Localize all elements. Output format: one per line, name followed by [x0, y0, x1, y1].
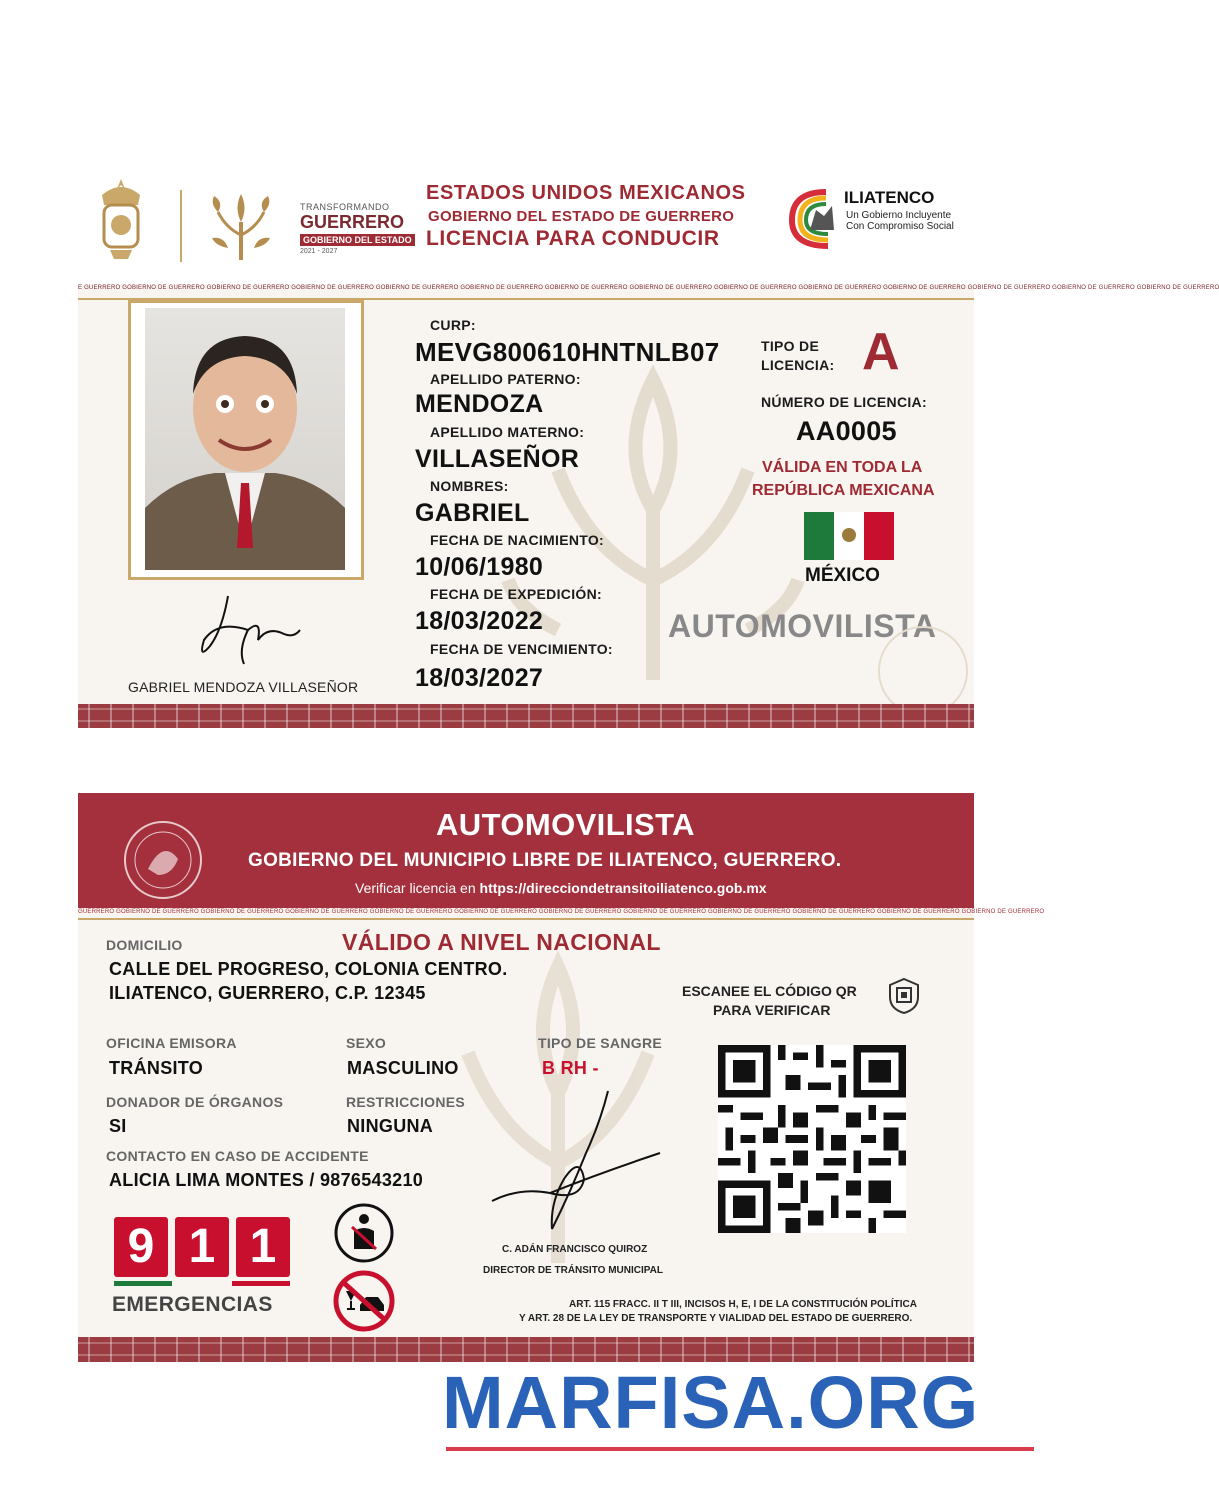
years-text: 2021 - 2027	[300, 248, 338, 255]
valida-line-1: VÁLIDA EN TODA LA	[762, 459, 923, 476]
director-signature	[490, 1083, 670, 1243]
back-text-strip: GUERRERO GOBIERNO DE GUERRERO GOBIERNO DE GUERRERO GOBIERNO DE GUERRERO GOBIERNO DE GUERRERO GOBIERNO DE GUERRERO GOBIERNO DE GUERRERO GOBIERNO DE GUERRERO GOBIERNO DE GUERRERO GOBIERNO DE GUERRERO GOBIERNO DE GUERRERO GOBIERNO DE GUERRERO	[78, 909, 1045, 915]
numero-licencia-label: NÚMERO DE LICENCIA:	[761, 394, 927, 410]
verify-prefix: Verificar licencia en	[355, 880, 480, 896]
domicilio-label: DOMICILIO	[106, 937, 183, 953]
qr-instruction-1: ESCANEE EL CÓDIGO QR	[682, 983, 857, 999]
tipo-label-1: TIPO DE	[761, 338, 820, 354]
sangre-value: B RH -	[542, 1058, 599, 1078]
back-gold-line	[78, 918, 974, 920]
tipo-licencia-value: A	[862, 323, 900, 381]
oficina-value: TRÁNSITO	[109, 1058, 204, 1078]
nacimiento-label: FECHA DE NACIMIENTO:	[430, 532, 604, 548]
holder-name: GABRIEL MENDOZA VILLASEÑOR	[128, 679, 359, 695]
back-subtitle: GOBIERNO DEL MUNICIPIO LIBRE DE ILIATENCO, GUERRERO.	[248, 850, 842, 871]
guerrero-tree-icon	[208, 190, 274, 262]
sexo-value: MASCULINO	[347, 1058, 459, 1078]
categoria-text: AUTOMOVILISTA	[668, 608, 937, 644]
restricciones-value: NINGUNA	[347, 1116, 434, 1136]
legal-line-2: Y ART. 28 DE LA LEY DE TRANSPORTE Y VIALIDAD DEL ESTADO DE GUERRERO.	[519, 1313, 913, 1324]
emergency-digit-3: 1	[236, 1217, 290, 1277]
emergencias-text: EMERGENCIAS	[112, 1293, 273, 1316]
marfisa-watermark	[442, 1360, 979, 1446]
mexico-seal-icon	[122, 819, 204, 901]
header-line3: LICENCIA PARA CONDUCIR	[426, 227, 720, 250]
watermark-org-text: .ORG	[786, 1361, 980, 1444]
iliatenco-logo-icon	[786, 186, 842, 250]
sangre-label: TIPO DE SANGRE	[538, 1035, 662, 1051]
expedicion-label: FECHA DE EXPEDICIÓN:	[430, 586, 602, 602]
apellido-materno-value: VILLASEÑOR	[415, 445, 580, 473]
restricciones-label: RESTRICCIONES	[346, 1094, 466, 1110]
sexo-label: SEXO	[346, 1035, 387, 1051]
license-front-card	[78, 160, 1219, 728]
emergency-green-bar	[114, 1281, 172, 1286]
holder-photo	[145, 308, 345, 570]
donador-label: DONADOR DE ÓRGANOS	[106, 1094, 284, 1110]
legal-line-1: ART. 115 FRACC. II T III, INCISOS H, E, I DE LA CONSTITUCIÓN POLÍTICA	[569, 1299, 917, 1310]
emergency-digit-1: 9	[114, 1217, 168, 1277]
iliatenco-sub2: Con Compromiso Social	[846, 221, 954, 232]
seatbelt-icon	[332, 1201, 396, 1265]
qr-code[interactable]	[718, 1045, 906, 1233]
watermark-blue-text: MARFISA	[442, 1361, 787, 1444]
donador-value: SI	[109, 1116, 127, 1136]
nombres-label: NOMBRES:	[430, 478, 509, 494]
vencimiento-value: 18/03/2027	[415, 664, 544, 692]
apellido-paterno-label: APELLIDO PATERNO:	[430, 371, 581, 387]
contacto-label: CONTACTO EN CASO DE ACCIDENTE	[106, 1148, 369, 1164]
director-name: C. ADÁN FRANCISCO QUIROZ	[502, 1244, 648, 1255]
qr-shield-icon	[888, 977, 920, 1015]
header-divider	[180, 190, 182, 262]
verify-url-link[interactable]: https://direcciondetransitoiliatenco.gob.mx	[479, 880, 767, 896]
back-bottom-pattern	[78, 1337, 974, 1362]
no-drink-driving-icon	[332, 1269, 396, 1333]
front-text-strip: E GUERRERO GOBIERNO DE GUERRERO GOBIERNO DE GUERRERO GOBIERNO DE GUERRERO GOBIERNO DE GUERRERO GOBIERNO DE GUERRERO GOBIERNO DE GUERRERO GOBIERNO DE GUERRERO GOBIERNO DE GUERRERO GOBIERNO DE GUERRERO GOBIERNO DE GUERRERO GOBIERNO DE GUERRERO GOBIERNO DE GUERRERO GOBIERNO DE GUERRERO	[78, 285, 1219, 291]
front-bottom-pattern	[78, 704, 974, 728]
holder-signature	[188, 590, 308, 670]
watermark-underline	[446, 1447, 1034, 1451]
curp-label: CURP:	[430, 317, 476, 333]
back-title: AUTOMOVILISTA	[436, 807, 695, 842]
pais-text: MÉXICO	[805, 565, 880, 586]
nacimiento-value: 10/06/1980	[415, 553, 544, 581]
numero-licencia-value: AA0005	[796, 416, 897, 446]
vencimiento-label: FECHA DE VENCIMIENTO:	[430, 641, 613, 657]
domicilio-line-2: ILIATENCO, GUERRERO, C.P. 12345	[109, 983, 426, 1003]
valido-nacional: VÁLIDO A NIVEL NACIONAL	[342, 929, 661, 955]
iliatenco-title: ILIATENCO	[844, 188, 935, 207]
iliatenco-sub1: Un Gobierno Incluyente	[846, 210, 952, 221]
verify-line	[355, 880, 767, 896]
guerrero-text: GUERRERO	[300, 212, 405, 232]
header-line1: ESTADOS UNIDOS MEXICANOS	[426, 182, 746, 204]
nombres-value: GABRIEL	[415, 499, 530, 527]
apellido-paterno-value: MENDOZA	[415, 390, 544, 418]
expedicion-value: 18/03/2022	[415, 607, 544, 635]
domicilio-line-1: CALLE DEL PROGRESO, COLONIA CENTRO.	[109, 959, 508, 979]
tipo-label-2: LICENCIA:	[761, 357, 835, 373]
oficina-label: OFICINA EMISORA	[106, 1035, 237, 1051]
header-line2: GOBIERNO DEL ESTADO DE GUERRERO	[428, 208, 735, 225]
curp-value: MEVG800610HNTNLB07	[415, 337, 720, 367]
transformando-text: TRANSFORMANDO	[300, 202, 390, 212]
contacto-value: ALICIA LIMA MONTES / 9876543210	[109, 1170, 424, 1190]
qr-instruction-2: PARA VERIFICAR	[713, 1002, 831, 1018]
mexico-flag-icon	[804, 512, 894, 560]
emergency-red-bar	[232, 1281, 290, 1286]
faint-seal-icon	[878, 626, 968, 716]
gobierno-estado-text: GOBIERNO DEL ESTADO	[300, 234, 415, 246]
state-shield-icon	[92, 175, 150, 265]
director-title: DIRECTOR DE TRÁNSITO MUNICIPAL	[483, 1265, 664, 1276]
valida-line-2: REPÚBLICA MEXICANA	[752, 482, 935, 499]
license-back-card	[78, 793, 1045, 1362]
emergency-digit-2: 1	[175, 1217, 229, 1277]
emergency-911	[114, 1217, 290, 1277]
apellido-materno-label: APELLIDO MATERNO:	[430, 424, 585, 440]
